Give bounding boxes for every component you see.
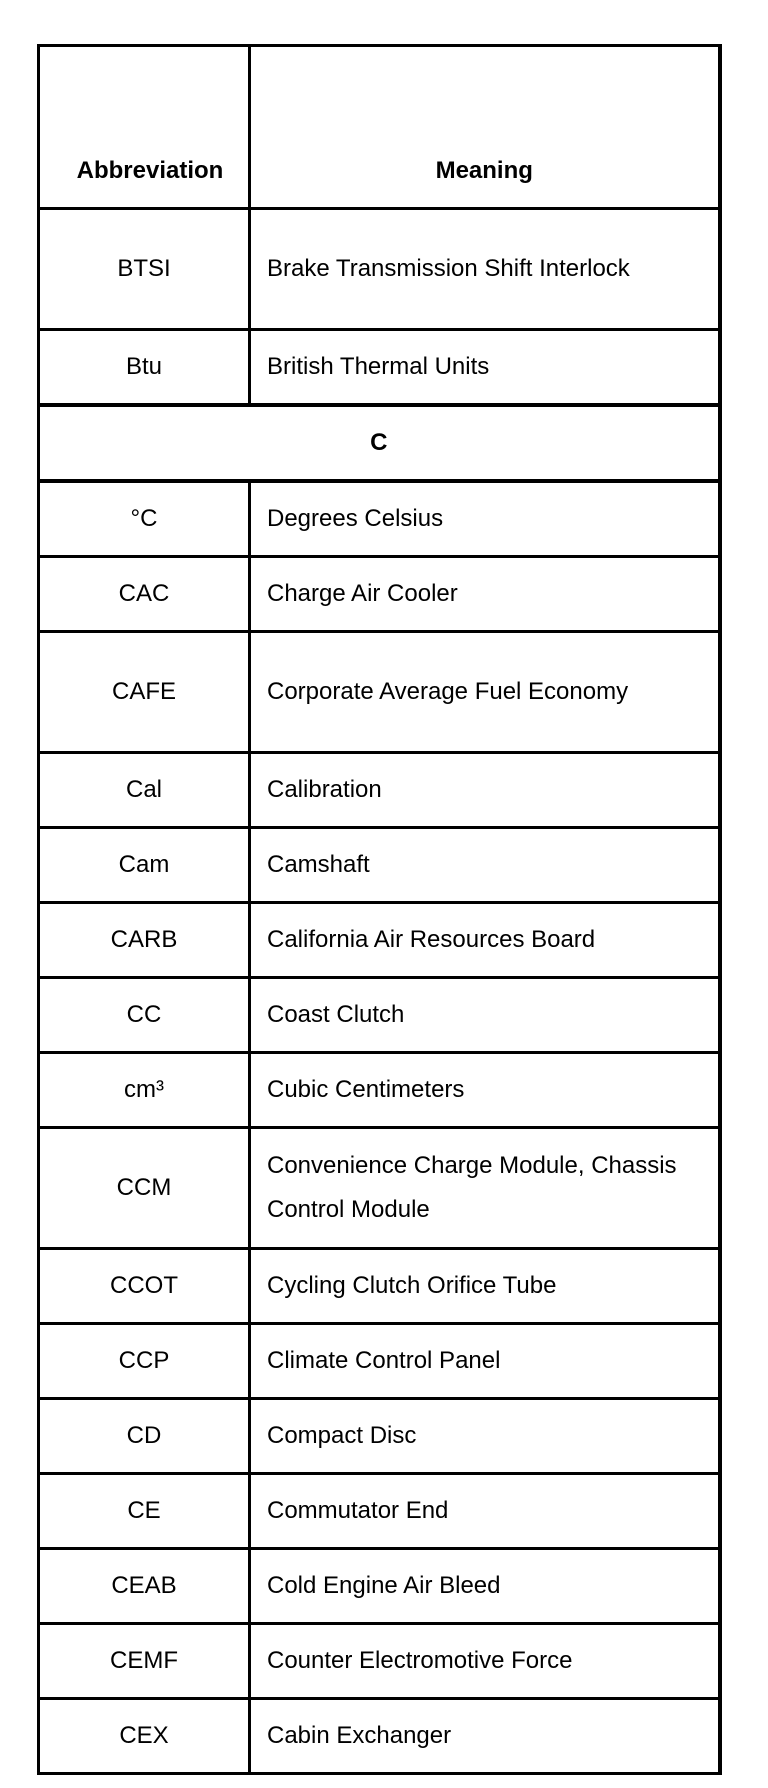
meaning-cell: Calibration — [250, 753, 720, 828]
meaning-cell: Degrees Celsius — [250, 481, 720, 557]
abbreviation-cell: cm³ — [39, 1053, 250, 1128]
abbreviation-cell: CD — [39, 1399, 250, 1474]
table-row — [39, 209, 720, 330]
meaning-cell: Charge Air Cooler — [250, 557, 720, 632]
table-row — [39, 1549, 720, 1624]
abbreviation-cell: BTSI — [39, 209, 250, 330]
table-row — [39, 1053, 720, 1128]
abbreviation-cell: Cal — [39, 753, 250, 828]
meaning-cell: Counter Electromotive Force — [250, 1624, 720, 1699]
abbreviation-cell: CC — [39, 978, 250, 1053]
table-row — [39, 903, 720, 978]
column-header-meaning: Meaning — [250, 46, 720, 209]
abbreviation-cell: CCP — [39, 1324, 250, 1399]
meaning-cell: Coast Clutch — [250, 978, 720, 1053]
table-row — [39, 632, 720, 753]
meaning-cell: Cubic Centimeters — [250, 1053, 720, 1128]
abbreviation-cell: CARB — [39, 903, 250, 978]
table-row — [39, 978, 720, 1053]
meaning-cell: British Thermal Units — [250, 330, 720, 406]
meaning-cell: California Air Resources Board — [250, 903, 720, 978]
abbreviation-cell: CEAB — [39, 1549, 250, 1624]
table-row — [39, 1399, 720, 1474]
table-row — [39, 557, 720, 632]
section-header-row — [39, 405, 720, 481]
meaning-cell: Brake Transmission Shift Interlock — [250, 209, 720, 330]
section-letter: C — [39, 405, 720, 481]
abbreviation-cell: CEMF — [39, 1624, 250, 1699]
table-row — [39, 330, 720, 406]
meaning-cell: Compact Disc — [250, 1399, 720, 1474]
abbreviation-cell: °C — [39, 481, 250, 557]
column-header-abbreviation: Abbreviation — [39, 46, 250, 209]
meaning-cell: Commutator End — [250, 1474, 720, 1549]
meaning-cell: Cycling Clutch Orifice Tube — [250, 1249, 720, 1324]
abbreviation-cell: Btu — [39, 330, 250, 406]
abbreviation-cell: CE — [39, 1474, 250, 1549]
abbreviation-cell: CAC — [39, 557, 250, 632]
meaning-cell: Cold Engine Air Bleed — [250, 1549, 720, 1624]
meaning-cell: Cabin Exchanger — [250, 1699, 720, 1774]
abbreviation-cell: CCM — [39, 1128, 250, 1249]
table-row — [39, 481, 720, 557]
table-row — [39, 1128, 720, 1249]
table-row — [39, 753, 720, 828]
meaning-cell: Corporate Average Fuel Economy — [250, 632, 720, 753]
meaning-cell: Camshaft — [250, 828, 720, 903]
table-row — [39, 1249, 720, 1324]
table-row — [39, 1324, 720, 1399]
meaning-cell: Convenience Charge Module, Chassis Control Module — [250, 1128, 720, 1249]
table-row — [39, 828, 720, 903]
table-row — [39, 1474, 720, 1549]
table-header-row — [39, 46, 720, 209]
abbreviation-cell: CAFE — [39, 632, 250, 753]
abbreviation-cell: Cam — [39, 828, 250, 903]
abbreviation-cell: CEX — [39, 1699, 250, 1774]
table-row — [39, 1699, 720, 1774]
abbreviation-cell: CCOT — [39, 1249, 250, 1324]
meaning-cell: Climate Control Panel — [250, 1324, 720, 1399]
abbreviations-table — [37, 44, 722, 1775]
table-row — [39, 1624, 720, 1699]
